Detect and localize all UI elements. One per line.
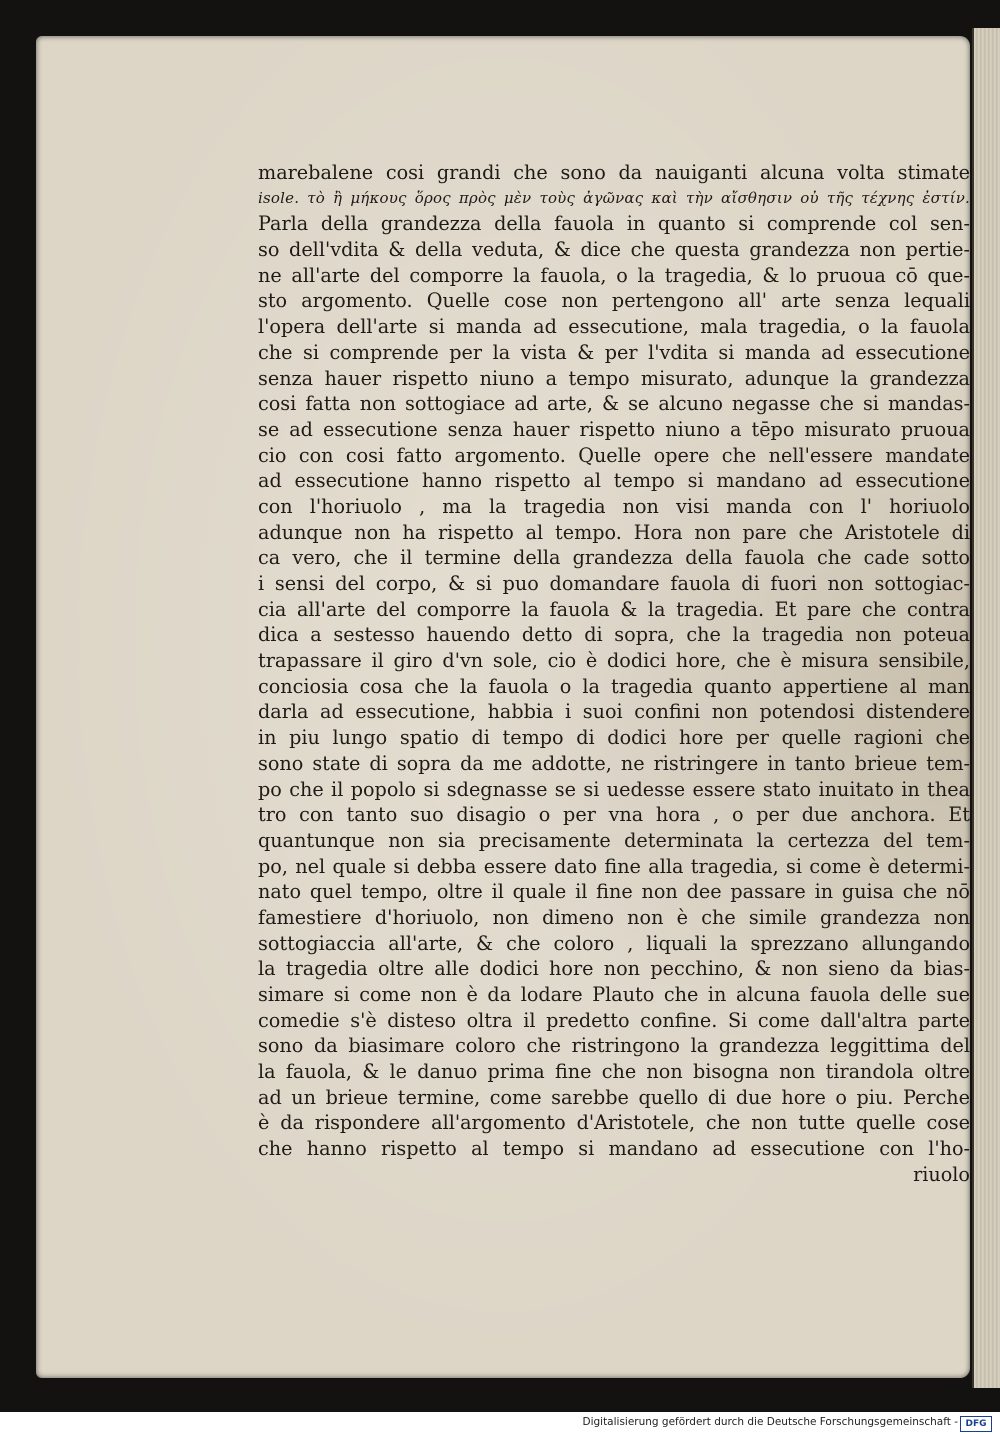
text-line-27: quantunque non sia precisamente determinata la certezza del tem- bbox=[258, 828, 970, 852]
text-line-33: simare si come non è da lodare Plauto che in alcuna fauola delle sue bbox=[258, 983, 970, 1006]
text-line-4: so dell'vdita & della veduta, & dice che questa grandezza non pertie- bbox=[258, 238, 970, 262]
text-line-25: po che il popolo si sdegnasse se si uedesse essere stato inuitato in thea bbox=[258, 777, 970, 801]
text-line-36: la fauola, & le danuo prima fine che non bisogna non tirandola oltre bbox=[258, 1060, 970, 1084]
text-line-31: sottogiaccia all'arte, & che coloro , liquali la sprezzano allungando bbox=[258, 931, 970, 955]
text-line-24: sono state di sopra da me addotte, ne ristringere in tanto brieue tem- bbox=[258, 751, 970, 775]
catchword: riuolo bbox=[913, 1162, 970, 1186]
text-line-7: l'opera dell'arte si manda ad essecutione, mala tragedia, o la fauola bbox=[258, 315, 970, 339]
text-line-13: ad essecutione hanno rispetto al tempo si mandano ad essecutione bbox=[258, 469, 970, 493]
text-line-23: in piu lungo spatio di tempo di dodici hore per quelle ragioni che bbox=[258, 726, 970, 750]
book-page bbox=[36, 36, 970, 1378]
text-line-6: sto argomento. Quelle cose non pertengono all' arte senza lequali bbox=[258, 289, 970, 313]
text-line-19: dica a sestesso hauendo detto di sopra, che la tragedia non poteua bbox=[258, 623, 970, 647]
text-line-30: famestiere d'horiuolo, non dimeno non è che simile grandezza non bbox=[258, 905, 970, 929]
text-line-22: darla ad essecutione, habbia i suoi confini non potendosi distendere bbox=[258, 700, 970, 724]
funding-credit-text: Digitalisierung gefördert durch die Deutsche Forschungsgemeinschaft - bbox=[582, 1416, 958, 1428]
text-line-37: ad un brieue termine, come sarebbe quello di due hore o piu. Perche bbox=[258, 1085, 970, 1109]
text-line-32: la tragedia oltre alle dodici hore non pecchino, & non sieno da bias- bbox=[258, 957, 970, 981]
text-line-18: cia all'arte del comporre la fauola & la tragedia. Et pare che contra bbox=[258, 597, 970, 621]
text-line-11: se ad essecutione senza hauer rispetto niuno a tēpo misurato pruoua bbox=[258, 417, 970, 441]
text-line-9: senza hauer rispetto niuno a tempo misurato, adunque la grandezza bbox=[258, 366, 970, 390]
digitization-footer bbox=[0, 1412, 1000, 1434]
text-line-34: comedie s'è disteso oltra il predetto confine. Si come dall'altra parte bbox=[258, 1008, 970, 1032]
text-line-29: nato quel tempo, oltre il quale il fine non dee passare in guisa che nō bbox=[258, 880, 970, 904]
book-page-edges bbox=[972, 28, 1000, 1388]
text-line-14: con l'horiuolo , ma la tragedia non visi manda con l' horiuolo bbox=[258, 494, 970, 518]
text-line-2-greek: isole. τὸ ἢ μήκους ὅρος πρὸς μὲν τοὺς ἀγῶνας καὶ τὴν αἴσθησιν οὐ τῆς τέχνης ἐστίν. bbox=[258, 188, 970, 207]
text-line-28: po, nel quale si debba essere dato fine alla tragedia, si come è determi- bbox=[258, 854, 970, 878]
text-line-39: che hanno rispetto al tempo si mandano ad essecutione con l'ho- bbox=[258, 1137, 970, 1161]
text-line-16: ca vero, che il termine della grandezza della fauola che cade sotto bbox=[258, 546, 970, 570]
dfg-logo-icon: DFG bbox=[960, 1416, 992, 1432]
text-line-15: adunque non ha rispetto al tempo. Hora non pare che Aristotele di bbox=[258, 520, 970, 544]
text-line-8: che si comprende per la vista & per l'vdita si manda ad essecutione bbox=[258, 340, 970, 364]
text-line-17: i sensi del corpo, & si puo domandare fauola di fuori non sottogiac- bbox=[258, 572, 970, 595]
text-line-26: tro con tanto suo disagio o per vna hora , o per due anchora. Et bbox=[258, 803, 970, 827]
text-line-21: conciosia cosa che la fauola o la tragedia quanto appertiene al man bbox=[258, 674, 970, 698]
text-line-12: cio con cosi fatto argomento. Quelle opere che nell'essere mandate bbox=[258, 443, 970, 467]
text-line-5: ne all'arte del comporre la fauola, o la tragedia, & lo pruoua cō que- bbox=[258, 263, 970, 287]
text-line-38: è da rispondere all'argomento d'Aristotele, che non tutte quelle cose bbox=[258, 1111, 970, 1135]
text-line-1: marebalene cosi grandi che sono da nauiganti alcuna volta stimate bbox=[258, 161, 970, 184]
text-line-3: Parla della grandezza della fauola in quanto si comprende col sen- bbox=[258, 212, 970, 236]
text-line-35: sono da biasimare coloro che ristringono la grandezza leggittima del bbox=[258, 1034, 970, 1058]
page-text-block bbox=[258, 160, 970, 1188]
text-line-20: trapassare il giro d'vn sole, cio è dodici hore, che è misura sensibile, bbox=[258, 649, 970, 673]
text-line-10: cosi fatta non sottogiace ad arte, & se alcuno negasse che si mandas- bbox=[258, 392, 970, 416]
